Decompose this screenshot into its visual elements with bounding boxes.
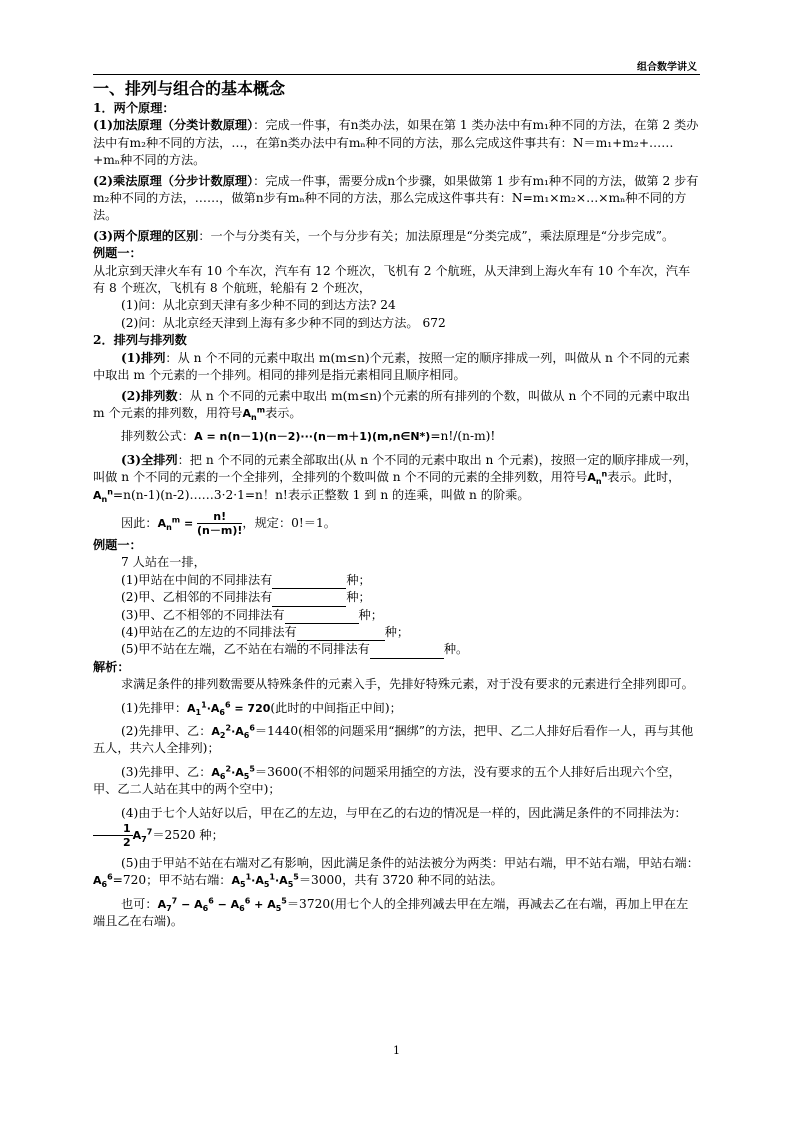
page-content xyxy=(93,78,700,931)
sol-2-a: (2)先排甲、乙： xyxy=(121,724,212,738)
answer-blank[interactable] xyxy=(272,594,346,607)
p-perm xyxy=(93,350,700,385)
sol-5-math-2: $A_5^1\cdot A_5^1\cdot A_5^5$ xyxy=(231,872,299,890)
answer-blank[interactable] xyxy=(285,611,359,624)
formula-prefix: 排列数公式： xyxy=(121,429,195,444)
sol-2-b: ＝1440(相邻的问题采用“捆绑”的方法，把甲、乙二人排好后看作一人，再与其他五人，共六人全排列)； xyxy=(93,724,694,756)
perm-label: (1)排列 xyxy=(121,350,166,365)
sol-6 xyxy=(93,896,700,931)
ex2-title: 例题一： xyxy=(93,537,142,552)
ex2-q1-text: (1)甲站在中间的不同排法有 xyxy=(121,572,273,587)
ex2-q3-text: (3)甲、乙不相邻的不同排法有 xyxy=(121,607,285,622)
page-number: 1 xyxy=(393,1044,400,1057)
full-perm-text-a: ：把 n 个不同的元素全部取出(从 n 个不同的元素中取出 n 个元素)，按照一定的顺序排成一列，叫做 n 个不同的元素的一个全排列，全排列的个数叫做 n 个不同的元素的全排列数，用符号 xyxy=(93,452,698,485)
sub1-title: 1．两个原理： xyxy=(93,101,175,115)
section-title: 一、排列与组合的基本概念 xyxy=(93,79,286,98)
sol-3-b: ＝3600(不相邻的问题采用插空的方法，没有要求的五个人排好后出现六个空，甲、乙二人站在其中的两个空中)； xyxy=(93,764,681,797)
sol-4-num: 1 xyxy=(93,822,133,836)
full-perm-text-b: 表示。此时， xyxy=(607,470,681,485)
symbol-A-full-2: $A_n^n$ xyxy=(93,486,113,504)
header-rule xyxy=(93,74,700,75)
sol-3 xyxy=(93,764,700,799)
perm-count-text-b: 表示。 xyxy=(265,405,302,420)
full-perm-text-c: =n(n-1)(n-2)……3·2·1=n！n!表示正整数 1 到 n 的连乘，叫做 n 的阶乘。 xyxy=(112,487,530,502)
sol-4-den: 2 xyxy=(123,836,131,850)
ex2-q2-unit: 种； xyxy=(346,590,371,605)
sol-1-a: (1)先排甲： xyxy=(121,700,188,715)
ex2-q2-text: (2)甲、乙相邻的不同排法有 xyxy=(121,590,273,605)
ex2-q3 xyxy=(93,607,700,624)
sol-5-b: =720；甲不站右端： xyxy=(112,873,232,888)
ex2-q2 xyxy=(93,589,700,606)
addition-text: ：完成一件事，有n类办法，如果在第 1 类办法中有m₁种不同的方法，在第 2 类办法中有m₂种不同的方法，…，在第n类办法中有mₙ种不同的方法，那么完成这件事共有：N＝m₁+m₂+……+mₙ种不同的方法。 xyxy=(93,118,699,168)
difference-text: ：一个与分类有关，一个与分步有关；加法原理是“分类完成”，乘法原理是“分步完成”。 xyxy=(198,228,675,243)
ex1-title: 例题一： xyxy=(93,246,142,261)
sol-6-math: $A_7^7 - A_6^6 - A_6^6 + A_5^5$ xyxy=(157,896,287,914)
p-formula xyxy=(93,428,700,445)
sol-1-b: (此时的中间指正中间)； xyxy=(270,700,402,715)
full-perm-label: (3)全排列 xyxy=(121,452,178,467)
sol-4-b: ＝2520 种； xyxy=(152,828,224,843)
ex2-q5 xyxy=(93,641,700,658)
ex2-q4-text: (4)甲站在乙的左边的不同排法有 xyxy=(121,624,297,639)
answer-blank[interactable] xyxy=(272,576,346,589)
addition-label: (1)加法原理（分类计数原理） xyxy=(93,118,254,133)
sol-3-a: (3)先排甲、乙： xyxy=(121,764,212,779)
ex2-q5-text: (5)甲不站在左端，乙不站在右端的不同排法有 xyxy=(121,642,370,657)
frac-den: (n－m)! xyxy=(197,523,243,537)
sol-2-math: $A_2^2\cdot A_6^6$ xyxy=(211,723,255,741)
p-multiplication xyxy=(93,173,700,225)
sol-4-a: (4)由于七个人站好以后，甲在乙的左边，与甲在乙的右边的情况是一样的，因此满足条件的不同排法为： xyxy=(121,805,687,820)
ex2-q4-unit: 种； xyxy=(384,624,410,639)
difference-label: (3)两个原理的区别 xyxy=(93,228,199,243)
ex2-intro: 7 人站在一排， xyxy=(121,555,206,570)
sol-6-b: ＝3720(用七个人的全排列减去甲在左端，再减去乙在右端，再加上甲在左端且乙在右端)。 xyxy=(93,896,689,929)
ex2-q1 xyxy=(93,572,700,589)
ex1-q1: (1)问：从北京到天津有多少种不同的到达方法? 24 xyxy=(121,298,396,313)
sol-6-a: 也可： xyxy=(121,896,158,911)
sol-1 xyxy=(93,700,700,717)
ex2-q3-unit: 种； xyxy=(358,607,383,622)
p-addition xyxy=(93,117,700,169)
sol-4 xyxy=(93,805,700,849)
answer-blank[interactable] xyxy=(297,628,385,641)
sub2-title: 2．排列与排列数 xyxy=(93,333,187,348)
symbol-A-full: $A_n^n$ xyxy=(587,469,608,487)
therefore-label: 因此： xyxy=(121,515,158,530)
formula-suffix: =n!/(n-m)! xyxy=(430,429,496,444)
perm-count-text-a: ：从 n 个不同的元素中取出 m(m≤n)个元素的所有排列的个数，叫做从 n 个不同的元素中取出 m 个元素的排列数，用符号 xyxy=(93,388,690,420)
sol-5-math-1: $A_6^6$ xyxy=(93,872,113,890)
ex1-q2: (2)问：从北京经天津到上海有多少种不同的到达方法。 672 xyxy=(121,315,446,330)
frac-num: n! xyxy=(197,510,242,524)
sol-5-a: (5)由于甲站不站在右端对乙有影响，因此满足条件的站法被分为两类：甲站右端，甲不站右端，甲站右端： xyxy=(121,856,699,871)
formula: A = n(n－1)(n－2)···(n－m＋1)(m,n∈N*) xyxy=(194,430,431,444)
symbol-A: $A_n^m$ xyxy=(242,405,266,423)
multiplication-text: ：完成一件事，需要分成n个步骤，如果做第 1 步有m₁种不同的方法，做第 2 步有m₂种不同的方法，……，做第n步有mₙ种不同的方法，那么完成这件事共有：N=m₁×m₂×…×mₙ种不同的方法。 xyxy=(93,173,699,223)
sol-1-math: $A_1^1\cdot A_6^6 = 720$ xyxy=(187,699,271,717)
multiplication-label: (2)乘法原理（分步计数原理） xyxy=(93,173,254,188)
p-perm-count xyxy=(93,388,700,423)
sol-title: 解析： xyxy=(93,659,130,674)
symbol-A-frac: $A_n^m$ = xyxy=(157,515,198,533)
perm-fraction xyxy=(197,510,242,537)
perm-count-label: (2)排列数 xyxy=(121,388,178,403)
perm-text: ：从 n 个不同的元素中取出 m(m≤n)个元素，按照一定的顺序排成一列，叫做从 n 个不同的元素中取出 m 个元素的一个排列。相同的排列是指元素相同且顺序相同。 xyxy=(93,350,690,383)
ex1-text: 从北京到天津火车有 10 个车次，汽车有 12 个班次，飞机有 2 个航班，从天津到上海火车有 10 个车次，汽车有 8 个班次，飞机有 8 个航班，轮船有 2 个班次， xyxy=(93,263,691,296)
ex2-q5-unit: 种。 xyxy=(443,642,469,657)
answer-blank[interactable] xyxy=(370,646,444,659)
sol-4-math: $A_7^7$ xyxy=(132,827,153,845)
sol-3-math: $A_6^2\cdot A_5^5$ xyxy=(211,764,255,781)
sol-4-frac xyxy=(93,822,133,849)
sol-5 xyxy=(93,855,700,890)
p-difference xyxy=(93,228,700,245)
sol-2 xyxy=(93,723,700,758)
rule-text: ，规定：0!＝1。 xyxy=(242,515,336,530)
sol-intro: 求满足条件的排列数需要从特殊条件的元素入手，先排好特殊元素，对于没有要求的元素进行全排列即可。 xyxy=(121,677,694,692)
ex2-q4 xyxy=(93,624,700,641)
ex2-q1-unit: 种； xyxy=(346,572,371,587)
p-therefore xyxy=(93,510,700,537)
sol-5-c: ＝3000，共有 3720 种不同的站法。 xyxy=(298,873,503,888)
p-full-perm xyxy=(93,452,700,504)
header-title: 组合数学讲义 xyxy=(637,62,697,73)
